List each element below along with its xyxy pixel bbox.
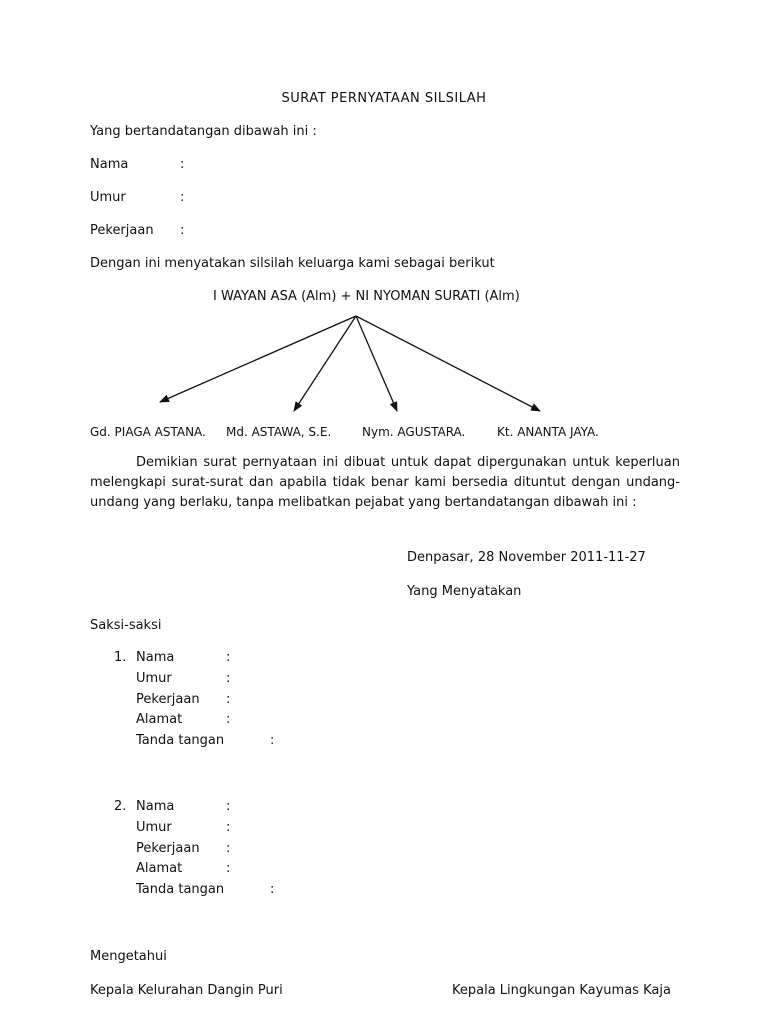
tree-arrow-4 [356, 316, 540, 411]
place-date: Denpasar, 28 November 2011-11-27 [407, 550, 646, 565]
field-colon-nama: : [180, 157, 185, 172]
witness-field-colon: : [226, 799, 231, 814]
field-label-umur: Umur [90, 190, 126, 205]
tree-parents: I WAYAN ASA (Alm) + NI NYOMAN SURATI (Alm) [213, 289, 520, 304]
witness-field-colon: : [270, 733, 275, 748]
tree-child-1: Gd. PIAGA ASTANA. [90, 425, 206, 439]
witness-field-label: Alamat [136, 712, 183, 727]
witness-field-colon: : [226, 650, 231, 665]
witness-field-label: Alamat [136, 861, 183, 876]
witness-number: 1. [114, 650, 127, 665]
witness-field-label: Nama [136, 799, 175, 814]
witness-field-colon: : [226, 861, 231, 876]
witness-number: 2. [114, 799, 127, 814]
tree-arrow-3 [356, 316, 397, 411]
witness-field-colon: : [226, 671, 231, 686]
closing-paragraph: Demikian surat pernyataan ini dibuat untuk dapat dipergunakan untuk keperluan melengkapi surat-surat dan apabila tidak benar kami bersedia dituntut dengan undang-undang yang berlaku, tanpa melibatkan pejabat yang bertandatangan dibawah ini : [90, 455, 680, 510]
witness-field-label: Pekerjaan [136, 692, 200, 707]
statement-text: Dengan ini menyatakan silsilah keluarga kami sebagai berikut [90, 256, 495, 271]
witness-field-colon: : [226, 692, 231, 707]
witness-field-label: Tanda tangan [136, 882, 225, 897]
witness-field-label: Nama [136, 650, 175, 665]
official-left: Kepala Kelurahan Dangin Puri [90, 983, 283, 998]
witness-field-colon: : [226, 841, 231, 856]
field-colon-pekerjaan: : [180, 223, 185, 238]
acknowledged-label: Mengetahui [90, 949, 167, 964]
tree-child-2: Md. ASTAWA, S.E. [226, 425, 332, 439]
witness-field-colon: : [226, 712, 231, 727]
field-label-nama: Nama [90, 157, 129, 172]
field-colon-umur: : [180, 190, 185, 205]
witness-field-colon: : [270, 882, 275, 897]
witness-field-label: Pekerjaan [136, 841, 200, 856]
field-label-pekerjaan: Pekerjaan [90, 223, 154, 238]
tree-arrow-1 [160, 316, 356, 402]
witness-field-label: Umur [136, 820, 172, 835]
signatory-label: Yang Menyatakan [407, 584, 522, 599]
witnesses-heading: Saksi-saksi [90, 618, 162, 633]
document-title: SURAT PERNYATAAN SILSILAH [281, 91, 487, 106]
witness-field-label: Tanda tangan [136, 733, 225, 748]
witness-field-colon: : [226, 820, 231, 835]
intro-text: Yang bertandatangan dibawah ini : [90, 124, 317, 139]
tree-child-4: Kt. ANANTA JAYA. [497, 425, 599, 439]
official-right: Kepala Lingkungan Kayumas Kaja [452, 983, 671, 998]
tree-child-3: Nym. AGUSTARA. [362, 425, 466, 439]
witness-field-label: Umur [136, 671, 172, 686]
